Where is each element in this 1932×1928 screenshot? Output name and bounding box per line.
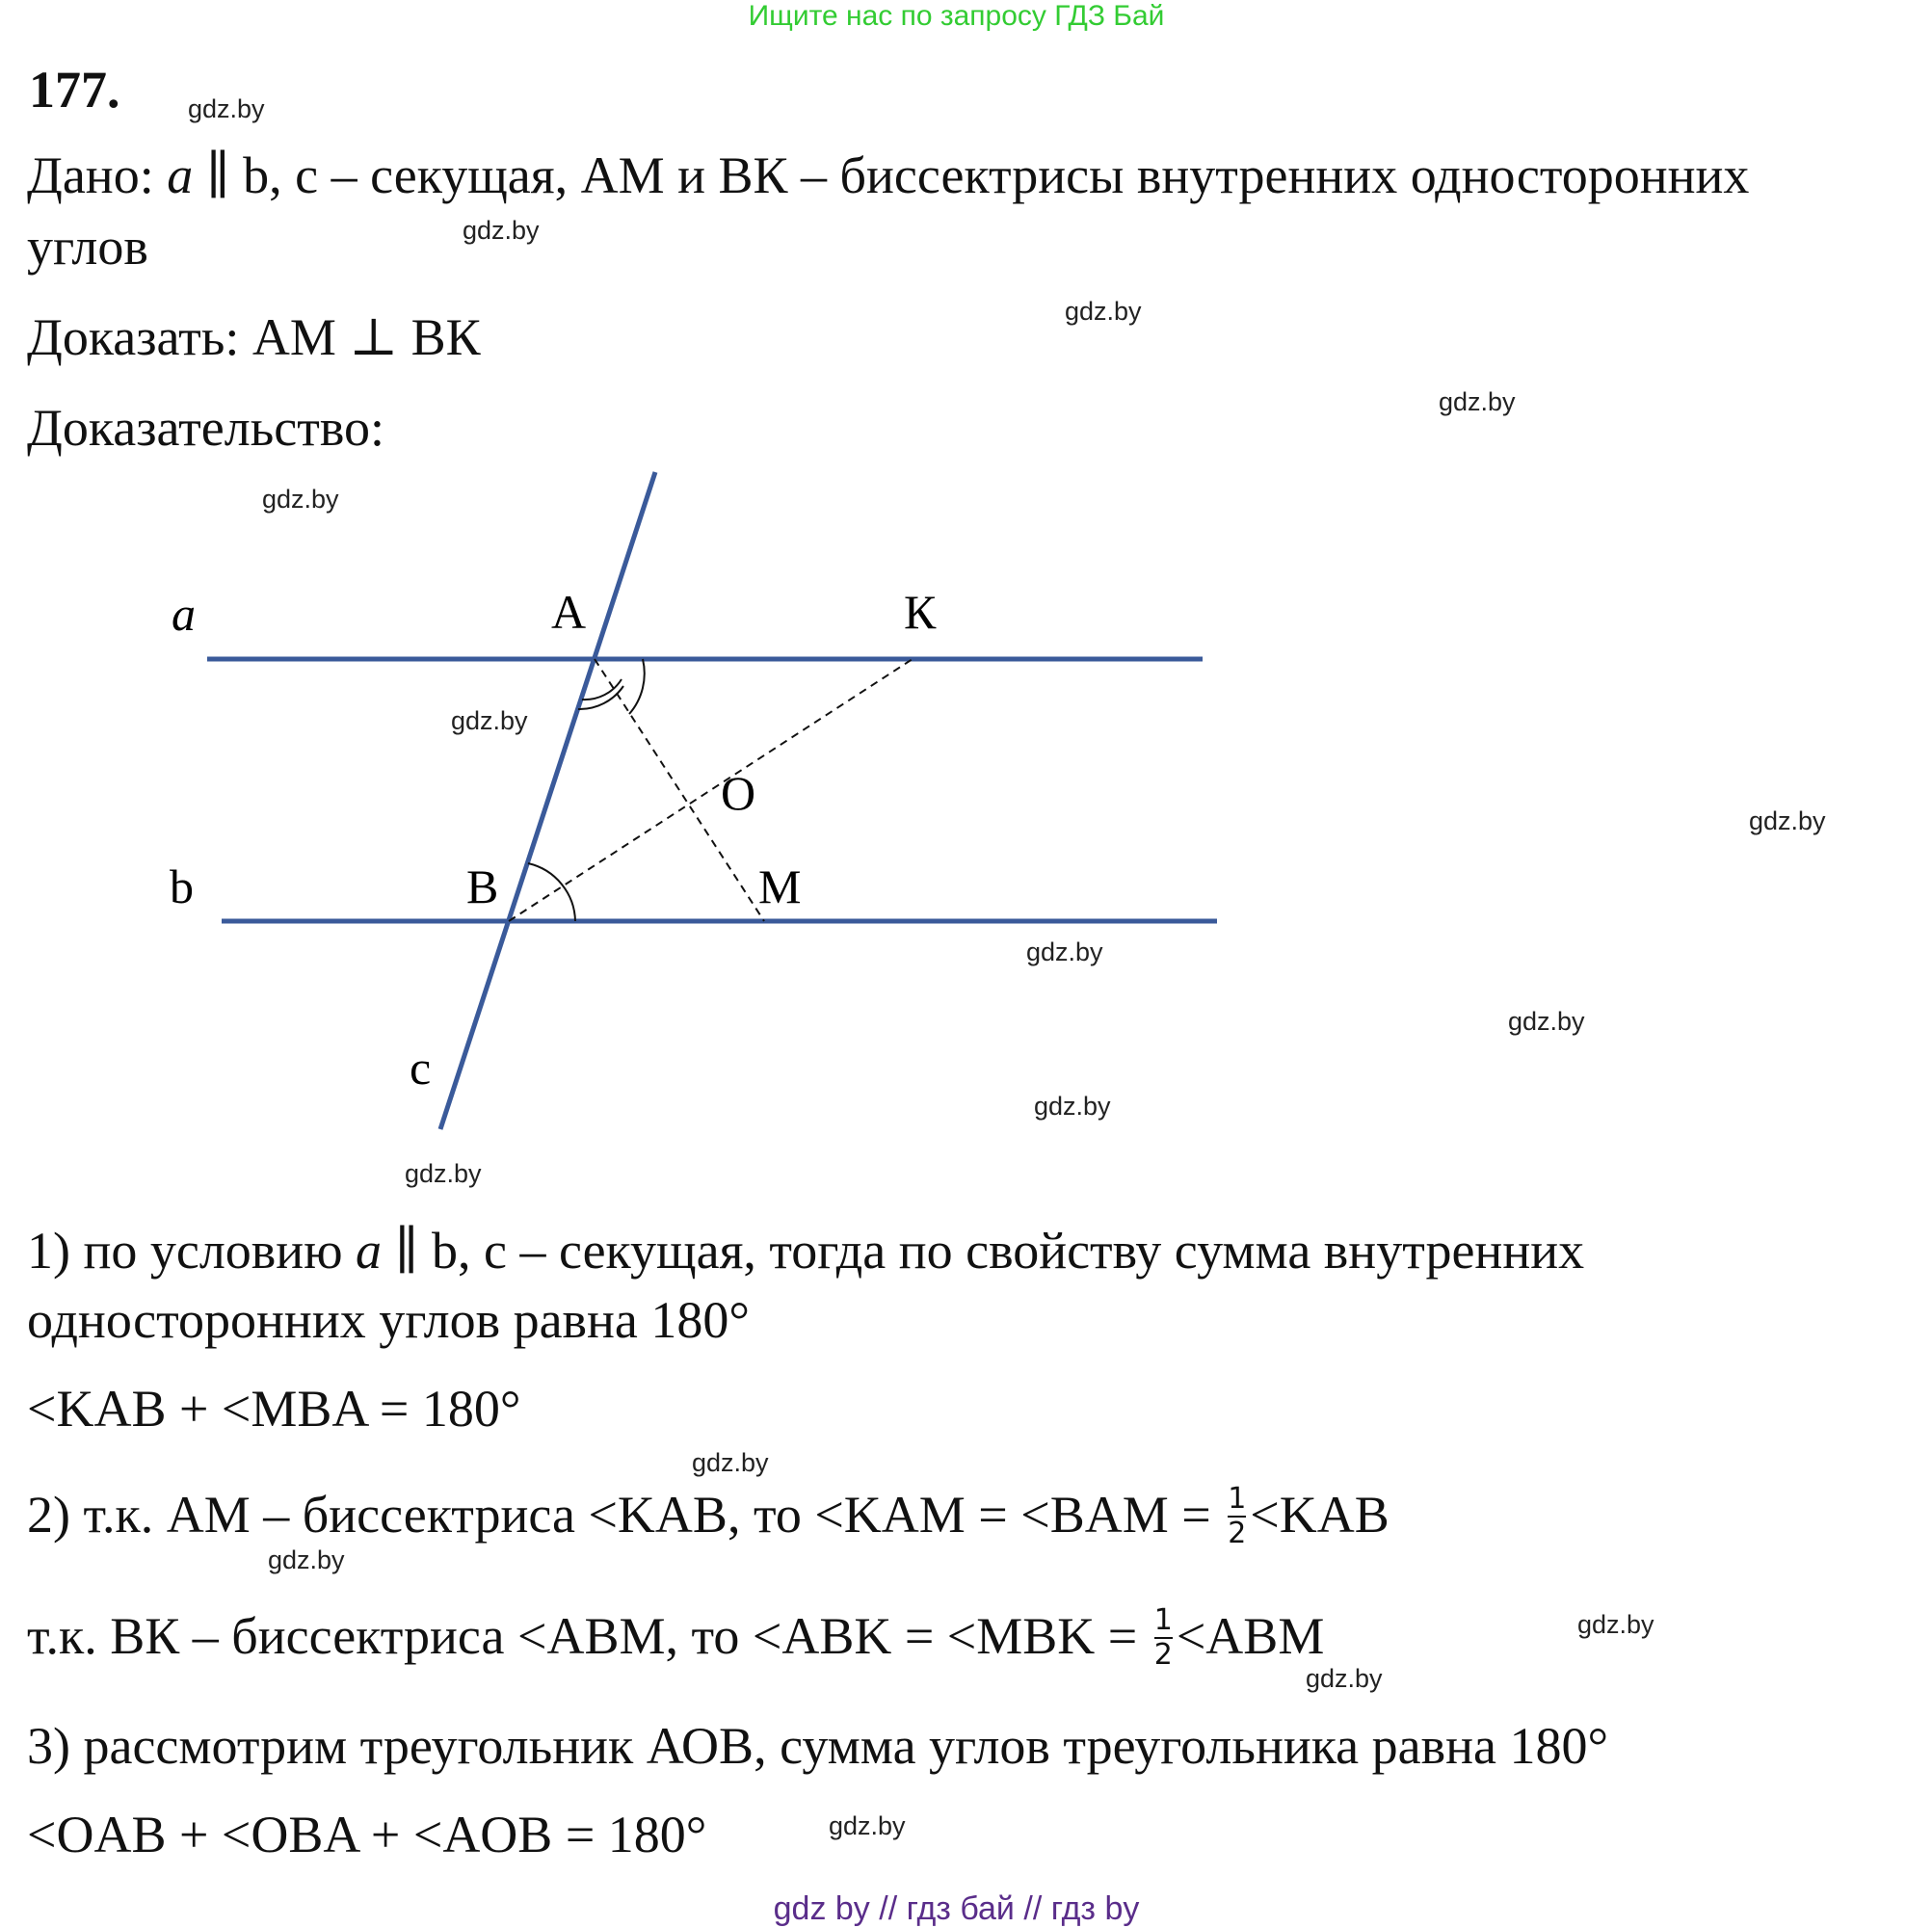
prove-statement: Доказать: АМ ⊥ ВК	[27, 308, 481, 366]
watermark: gdz.by	[1508, 1007, 1585, 1036]
given-line-2: углов	[27, 218, 148, 276]
label-point-o: O	[721, 766, 756, 820]
given-prefix: Дано:	[27, 146, 168, 204]
step-2-text: 2) т.к. АМ – биссектриса <KAB, то <KAM = <BAM =	[27, 1486, 1225, 1544]
step-2b	[27, 1602, 1325, 1676]
watermark: gdz.by	[1439, 387, 1516, 416]
given-var-a: a	[167, 146, 194, 204]
step-1-prefix: 1) по условию	[27, 1222, 357, 1280]
given-line-1	[27, 146, 1749, 204]
fraction-numerator: 1	[1153, 1602, 1173, 1637]
geometry-figure	[0, 453, 1253, 1147]
watermark: gdz.by	[692, 1448, 769, 1477]
watermark: gdz.by	[451, 706, 528, 735]
watermark: gdz.by	[188, 94, 265, 123]
fraction-denominator: 2	[1228, 1516, 1247, 1550]
step-1-line-1	[27, 1222, 1584, 1280]
label-point-m: M	[758, 859, 802, 913]
fraction-denominator: 2	[1153, 1637, 1173, 1672]
watermark: gdz.by	[268, 1545, 345, 1574]
label-point-k: К	[904, 585, 937, 639]
watermark: gdz.by	[463, 216, 540, 245]
label-point-b: B	[466, 859, 499, 913]
watermark: gdz.by	[262, 485, 339, 514]
watermark: gdz.by	[1749, 806, 1826, 835]
label-c: c	[410, 1041, 432, 1095]
equation-3: <OAB + <OBA + <AOB = 180°	[27, 1806, 707, 1863]
equation-1: <KAB + <MBA = 180°	[27, 1380, 521, 1438]
step-1-var-a: a	[356, 1222, 383, 1280]
label-b: b	[170, 859, 194, 913]
angle-arc-b	[528, 863, 575, 921]
watermark: gdz.by	[1065, 297, 1142, 326]
step-3: 3) рассмотрим треугольник АОВ, сумма углов треугольника равна 180°	[27, 1717, 1609, 1775]
problem-number: 177.	[29, 61, 120, 119]
line-c	[440, 472, 655, 1129]
fraction-numerator: 1	[1228, 1481, 1247, 1516]
bisector-bk	[509, 659, 913, 921]
fraction-one-half	[1154, 1604, 1173, 1672]
watermark: gdz.by	[1026, 938, 1103, 966]
watermark: gdz.by	[405, 1159, 482, 1188]
search-banner: Ищите нас по запросу ГДЗ Бай	[748, 0, 1165, 32]
given-rest: ∥ b, c – секущая, АМ и ВК – биссектрисы внутренних односторонних	[193, 146, 1750, 204]
watermark: gdz.by	[829, 1811, 906, 1840]
fraction-one-half	[1228, 1483, 1246, 1550]
step-2	[27, 1481, 1389, 1554]
label-a: a	[172, 587, 196, 641]
watermark: gdz.by	[1306, 1664, 1383, 1693]
step-1-line-2: односторонних углов равна 180°	[27, 1291, 750, 1349]
footer-links: gdz by // гдз бай // гдз by	[773, 1890, 1140, 1927]
step-1-rest: ∥ b, c – секущая, тогда по свойству сумма внутренних	[382, 1222, 1585, 1280]
watermark: gdz.by	[1034, 1092, 1111, 1121]
step-2b-after: <ABM	[1176, 1607, 1325, 1665]
watermark: gdz.by	[1577, 1610, 1654, 1639]
proof-label: Доказательство:	[27, 399, 384, 457]
label-point-a: A	[551, 585, 587, 639]
step-2b-text: т.к. ВК – биссектриса <ABM, то <ABK = <MBK =	[27, 1607, 1151, 1665]
step-2-after: <KAB	[1250, 1486, 1389, 1544]
angle-arc-a-right	[629, 659, 645, 714]
